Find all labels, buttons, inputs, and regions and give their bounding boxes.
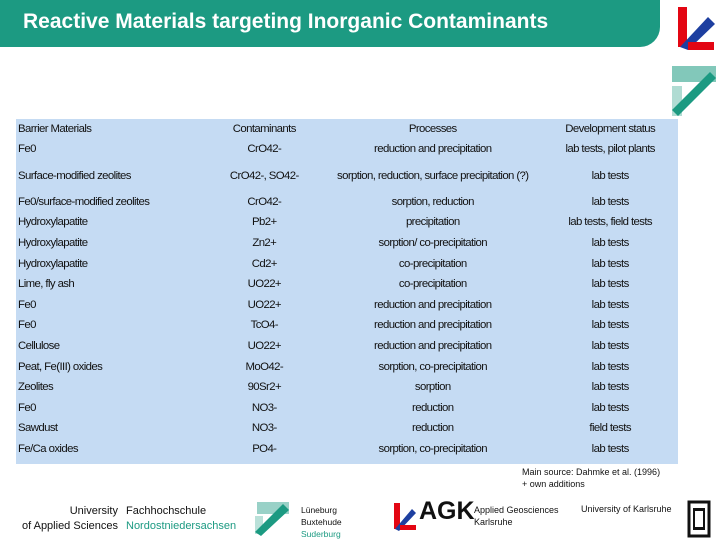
agk-subtitle	[474, 504, 559, 528]
agk-logo-text: AGK	[419, 497, 475, 525]
cell-process: reduction	[412, 422, 454, 435]
header-contaminants: Contaminants	[232, 123, 296, 135]
cell-status: lab tests	[591, 195, 629, 208]
cell-material: Sawdust	[18, 422, 58, 435]
uni-label-applied-sciences: of Applied Sciences	[21, 520, 118, 532]
campus-lueneburg: Lüneburg	[301, 505, 337, 515]
cell-material: Fe0	[18, 319, 36, 332]
cell-material: Fe/Ca oxides	[18, 443, 78, 456]
table-row	[16, 139, 678, 160]
table-row	[16, 233, 678, 254]
cell-process: precipitation	[405, 216, 460, 229]
table-row	[16, 253, 678, 274]
cell-material: Cellulose	[18, 340, 60, 353]
cell-process: sorption	[414, 381, 451, 394]
cell-contaminant: 90Sr2+	[247, 381, 282, 394]
cell-contaminant: UO22+	[247, 340, 281, 353]
table-row	[16, 377, 678, 398]
title-bar	[0, 0, 660, 47]
table-row	[16, 418, 678, 439]
cell-material: Lime, fly ash	[18, 278, 75, 291]
fh-logo-icon	[253, 500, 293, 536]
cell-status: lab tests	[591, 169, 629, 182]
cell-process: sorption, reduction, surface precipitation (?)	[337, 169, 529, 182]
source-line-2: + own additions	[522, 479, 585, 489]
cell-material: Fe0	[18, 401, 36, 414]
cell-material: Hydroxylapatite	[18, 216, 88, 229]
cell-material: Hydroxylapatite	[18, 237, 88, 250]
cell-contaminant: UO22+	[247, 298, 281, 311]
cell-status: lab tests	[591, 381, 629, 394]
agk-subtitle-line-1: Applied Geosciences	[474, 505, 559, 515]
cell-contaminant: CrO42-	[247, 195, 282, 208]
uni-label-university: University	[69, 505, 118, 517]
table-header-row	[16, 119, 678, 139]
cell-material: Fe0	[18, 298, 36, 311]
campus-buxtehude: Buxtehude	[301, 517, 342, 527]
cell-process: sorption, reduction	[391, 195, 474, 208]
contaminant-table	[16, 119, 678, 459]
karlsruhe-logo-icon	[686, 500, 712, 538]
cell-process: sorption, co-precipitation	[378, 360, 487, 373]
cell-material: Zeolites	[18, 381, 54, 394]
cell-process: sorption, co-precipitation	[378, 443, 487, 456]
lv-small-logo-icon	[388, 500, 418, 534]
table-row	[16, 192, 678, 213]
cell-process: sorption/ co-precipitation	[378, 237, 487, 250]
cell-status: lab tests	[591, 237, 629, 250]
table-row	[16, 315, 678, 336]
cell-material: Peat, Fe(III) oxides	[18, 360, 103, 373]
cell-contaminant: NO3-	[251, 401, 277, 414]
materials-table	[16, 119, 678, 464]
cell-process: reduction and precipitation	[374, 340, 492, 353]
cell-material: Fe0/surface-modified zeolites	[18, 195, 150, 208]
uni-label-region: Nordostniedersachsen	[126, 520, 237, 532]
cell-status: lab tests	[591, 360, 629, 373]
cell-contaminant: Zn2+	[252, 237, 277, 250]
cell-material: Surface-modified zeolites	[18, 169, 131, 182]
karlsruhe-label: University of Karlsruhe	[581, 504, 672, 514]
table-row	[16, 356, 678, 377]
header-development-status: Development status	[565, 123, 656, 135]
cell-status: field tests	[589, 422, 631, 435]
cell-contaminant: PO4-	[252, 443, 277, 456]
slide-title: Reactive Materials targeting Inorganic Contaminants	[23, 10, 549, 33]
cell-status: lab tests	[591, 278, 629, 291]
source-line-1: Main source: Dahmke et al. (1996)	[522, 467, 661, 477]
header-barrier-materials: Barrier Materials	[18, 123, 92, 135]
source-note	[522, 466, 660, 490]
cell-process: co-precipitation	[398, 278, 467, 291]
cell-status: lab tests	[591, 340, 629, 353]
cell-contaminant: Cd2+	[251, 257, 277, 270]
campus-list	[301, 504, 342, 540]
cell-process: reduction and precipitation	[374, 319, 492, 332]
cell-status: lab tests	[591, 443, 629, 456]
cell-contaminant: Pb2+	[252, 216, 277, 229]
cell-process: reduction	[412, 401, 454, 414]
table-row	[16, 212, 678, 233]
table-row	[16, 274, 678, 295]
cell-contaminant: CrO42-	[247, 143, 282, 156]
cell-status: lab tests	[591, 257, 629, 270]
cell-process: reduction and precipitation	[374, 298, 492, 311]
cell-process: reduction and precipitation	[374, 143, 492, 156]
cell-material: Hydroxylapatite	[18, 257, 88, 270]
agk-subtitle-line-2: Karlsruhe	[474, 517, 513, 527]
cell-process: co-precipitation	[398, 257, 467, 270]
cell-status: lab tests	[591, 319, 629, 332]
table-row	[16, 336, 678, 357]
cell-status: lab tests	[591, 401, 629, 414]
cell-status: lab tests, field tests	[568, 216, 652, 229]
table-row	[16, 160, 678, 192]
cell-contaminant: UO22+	[247, 278, 281, 291]
cell-contaminant: TcO4-	[250, 319, 278, 332]
cell-contaminant: CrO42-, SO42-	[229, 169, 299, 182]
cell-status: lab tests	[591, 298, 629, 311]
table-row	[16, 295, 678, 316]
table-row	[16, 398, 678, 419]
lv-logo-icon	[664, 0, 720, 124]
cell-contaminant: NO3-	[251, 422, 277, 435]
cell-material: Fe0	[18, 143, 36, 156]
university-name	[10, 504, 236, 534]
uni-label-fachhochschule: Fachhochschule	[126, 505, 207, 517]
cell-status: lab tests, pilot plants	[565, 143, 655, 156]
table-row	[16, 439, 678, 460]
header-processes: Processes	[408, 123, 457, 135]
campus-suderburg: Suderburg	[301, 529, 341, 539]
cell-contaminant: MoO42-	[245, 360, 284, 373]
